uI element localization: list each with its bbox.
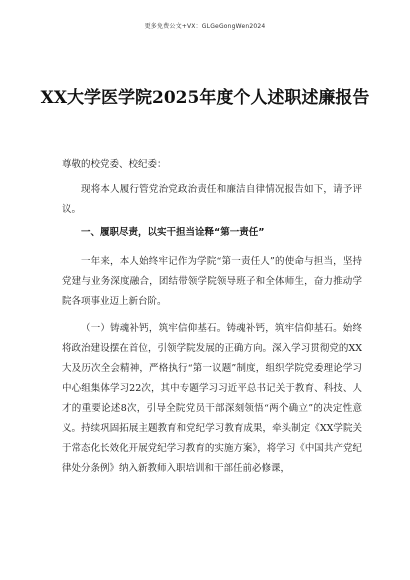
section-1-paragraph-1: 一年来，本人始终牢记作为学院“第一责任人”的使命与担当，坚持党建与业务深度融合，团结带领学院领导班子和全体师生，奋力推动学院各项事业迈上新台阶。 <box>62 256 362 307</box>
header-note: 更多免费公文+VX：GLGeGongWen2024 <box>144 23 266 30</box>
salutation: 尊敬的校党委、校纪委： <box>62 159 167 170</box>
section-1-paragraph-2: （一）铸魂补钙，筑牢信仰基石。铸魂补钙，筑牢信仰基石。始终将政治建设摆在首位，引领学院发展的正确方向。深入学习贯彻党的XX大及历次全会精神，严格执行“第一议题”制度，组织学院党委理论学习中心组集体学习22次，其中专题学习习近平总书记关于教育、科技、人才的重要论述8次，引导全院党员干部深刻领悟“两个确立”的决定性意义。持续巩固拓展主题教育和党纪学习教育成果，牵头制定《XX学院关于常态化长效化开展党纪学习教育的实施方案》，将学习《中国共产党纪律处分条例》纳入新教师入职培训和干部任前必修课， <box>62 323 362 474</box>
intro-block <box>62 180 362 220</box>
section-1-block <box>62 223 362 243</box>
section-1-heading: 一、履职尽责，以实干担当诠释“第一责任” <box>81 227 265 238</box>
document-title: XX大学医学院2025年度个人述职述廉报告 <box>40 88 370 108</box>
intro-paragraph: 现将本人履行管党治党政治责任和廉洁自律情况报告如下，请予评议。 <box>62 184 362 215</box>
section-1-para-1-block <box>62 252 362 312</box>
section-1-para-2-block <box>62 319 362 479</box>
